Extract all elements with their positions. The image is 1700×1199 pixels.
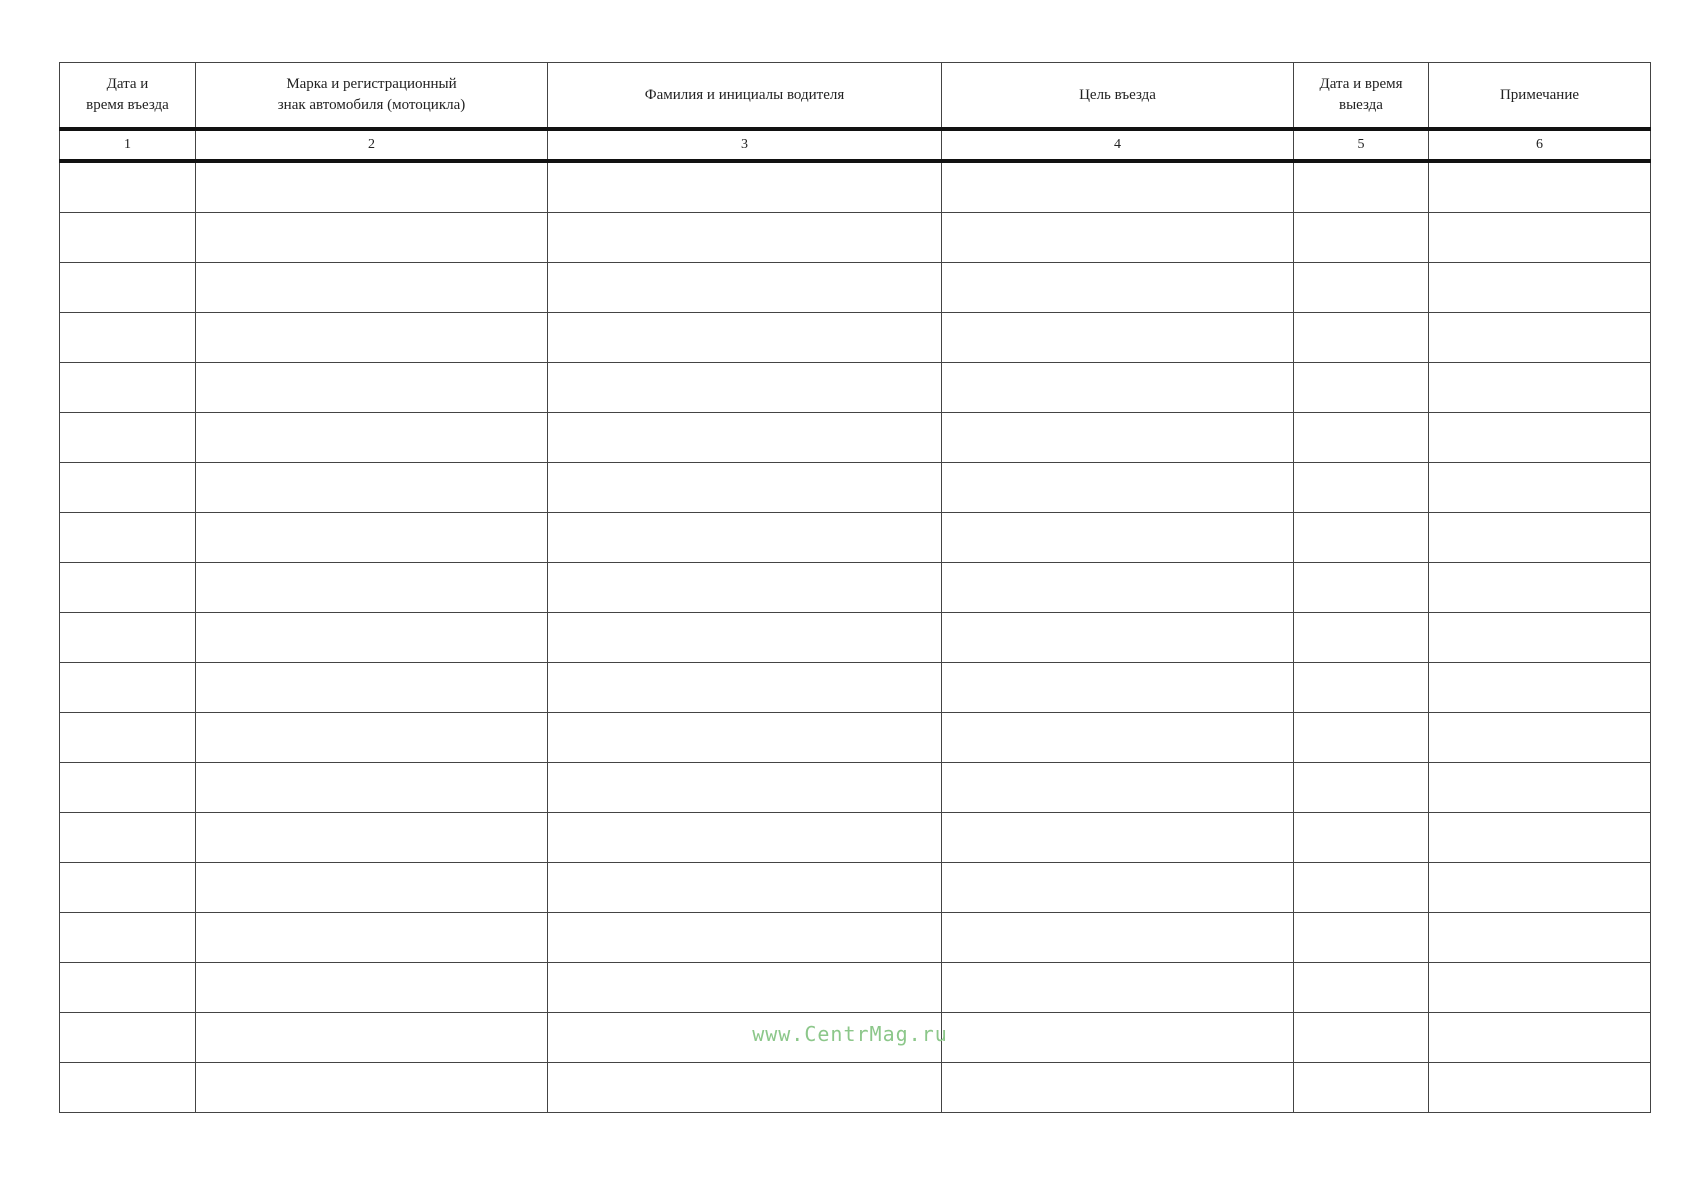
column-number: 2 xyxy=(196,129,548,161)
table-row xyxy=(60,813,1651,863)
table-cell xyxy=(1294,763,1429,813)
table-row xyxy=(60,913,1651,963)
table-cell xyxy=(1294,563,1429,613)
table-row xyxy=(60,763,1651,813)
table-cell xyxy=(1294,1063,1429,1113)
table-cell xyxy=(60,613,196,663)
table-cell xyxy=(60,963,196,1013)
table-cell xyxy=(942,363,1294,413)
table-cell xyxy=(942,963,1294,1013)
table-cell xyxy=(942,413,1294,463)
table-cell xyxy=(1429,913,1651,963)
table-row xyxy=(60,513,1651,563)
table-cell xyxy=(196,463,548,513)
table-cell xyxy=(942,563,1294,613)
table-cell xyxy=(196,863,548,913)
table-cell xyxy=(548,763,942,813)
table-row xyxy=(60,863,1651,913)
table-cell xyxy=(196,913,548,963)
table-cell xyxy=(548,213,942,263)
table-cell xyxy=(60,913,196,963)
table-cell xyxy=(60,213,196,263)
table-cell xyxy=(548,463,942,513)
table-cell xyxy=(1294,713,1429,763)
table-cell xyxy=(1294,363,1429,413)
table-cell xyxy=(1294,263,1429,313)
table-cell xyxy=(1294,913,1429,963)
header-driver-name: Фамилия и инициалы водителя xyxy=(548,63,942,130)
table-cell xyxy=(942,863,1294,913)
table-cell xyxy=(1294,313,1429,363)
table-cell xyxy=(60,463,196,513)
header-entry-datetime: Дата и время въезда xyxy=(60,63,196,130)
table-cell xyxy=(1429,363,1651,413)
header-vehicle-make-plate: Марка и регистрационный знак автомобиля (мотоцикла) xyxy=(196,63,548,130)
table-row xyxy=(60,963,1651,1013)
table-cell xyxy=(1429,713,1651,763)
table-cell xyxy=(548,313,942,363)
column-number: 4 xyxy=(942,129,1294,161)
table-cell xyxy=(1429,161,1651,213)
table-cell xyxy=(1294,161,1429,213)
table-cell xyxy=(60,863,196,913)
table-cell xyxy=(1429,813,1651,863)
table-cell xyxy=(548,613,942,663)
table-cell xyxy=(196,663,548,713)
table-cell xyxy=(60,563,196,613)
log-body xyxy=(60,161,1651,1113)
table-cell xyxy=(548,813,942,863)
table-cell xyxy=(1429,313,1651,363)
table-cell xyxy=(60,763,196,813)
table-cell xyxy=(1429,613,1651,663)
table-cell xyxy=(548,963,942,1013)
table-cell xyxy=(548,363,942,413)
table-cell xyxy=(60,1063,196,1113)
table-cell xyxy=(1429,963,1651,1013)
column-number: 5 xyxy=(1294,129,1429,161)
table-cell xyxy=(1429,563,1651,613)
table-cell xyxy=(1294,513,1429,563)
table-cell xyxy=(60,713,196,763)
table-cell xyxy=(196,213,548,263)
table-cell xyxy=(60,513,196,563)
table-cell xyxy=(196,1063,548,1113)
header-row xyxy=(60,63,1651,130)
table-cell xyxy=(1294,663,1429,713)
table-cell xyxy=(1429,413,1651,463)
table-cell xyxy=(548,563,942,613)
table-row xyxy=(60,1063,1651,1113)
table-cell xyxy=(1429,1063,1651,1113)
table-cell xyxy=(548,663,942,713)
table-cell xyxy=(196,763,548,813)
table-cell xyxy=(1429,463,1651,513)
table-row xyxy=(60,363,1651,413)
table-cell xyxy=(60,663,196,713)
table-cell xyxy=(1294,963,1429,1013)
table-cell xyxy=(548,513,942,563)
table-cell xyxy=(1294,813,1429,863)
table-cell xyxy=(548,863,942,913)
table-row xyxy=(60,663,1651,713)
table-cell xyxy=(1294,863,1429,913)
column-number: 3 xyxy=(548,129,942,161)
vehicle-entry-log-table xyxy=(59,62,1651,1113)
table-cell xyxy=(1429,663,1651,713)
table-cell xyxy=(196,963,548,1013)
table-cell xyxy=(942,313,1294,363)
table-cell xyxy=(196,513,548,563)
table-cell xyxy=(548,913,942,963)
table-cell xyxy=(196,313,548,363)
table-cell xyxy=(1294,213,1429,263)
table-cell xyxy=(60,813,196,863)
table-cell xyxy=(1429,863,1651,913)
table-cell xyxy=(60,161,196,213)
table-cell xyxy=(548,1063,942,1113)
header-exit-datetime: Дата и время выезда xyxy=(1294,63,1429,130)
table-cell xyxy=(548,713,942,763)
table-row xyxy=(60,463,1651,513)
table-cell xyxy=(196,613,548,663)
table-cell xyxy=(1429,513,1651,563)
table-row xyxy=(60,161,1651,213)
column-number-row xyxy=(60,129,1651,161)
table-cell xyxy=(196,813,548,863)
table-cell xyxy=(196,563,548,613)
table-cell xyxy=(942,613,1294,663)
table-cell xyxy=(942,161,1294,213)
table-cell xyxy=(60,313,196,363)
header-note: Примечание xyxy=(1429,63,1651,130)
table-cell xyxy=(196,713,548,763)
table-cell xyxy=(196,413,548,463)
table-row xyxy=(60,263,1651,313)
table-row xyxy=(60,713,1651,763)
table-row xyxy=(60,563,1651,613)
table-row xyxy=(60,613,1651,663)
column-number: 6 xyxy=(1429,129,1651,161)
table-row xyxy=(60,213,1651,263)
table-cell xyxy=(196,363,548,413)
table-cell xyxy=(942,813,1294,863)
table-cell xyxy=(1429,763,1651,813)
table-cell xyxy=(548,161,942,213)
watermark: www.CentrMag.ru xyxy=(752,1022,948,1046)
table-cell xyxy=(942,1063,1294,1113)
entry-log-form xyxy=(59,62,1650,1113)
table-cell xyxy=(548,263,942,313)
header-entry-purpose: Цель въезда xyxy=(942,63,1294,130)
table-cell xyxy=(1294,613,1429,663)
table-cell xyxy=(196,161,548,213)
table-cell xyxy=(942,263,1294,313)
table-cell xyxy=(942,463,1294,513)
table-cell xyxy=(942,513,1294,563)
table-cell xyxy=(1429,213,1651,263)
table-cell xyxy=(196,263,548,313)
table-cell xyxy=(942,663,1294,713)
table-cell xyxy=(548,413,942,463)
table-cell xyxy=(942,213,1294,263)
table-cell xyxy=(942,763,1294,813)
table-cell xyxy=(942,713,1294,763)
table-cell xyxy=(1294,413,1429,463)
table-cell xyxy=(60,413,196,463)
column-number: 1 xyxy=(60,129,196,161)
table-cell xyxy=(60,263,196,313)
table-row xyxy=(60,313,1651,363)
table-cell xyxy=(1429,263,1651,313)
table-cell xyxy=(1294,463,1429,513)
table-cell xyxy=(942,913,1294,963)
table-cell xyxy=(60,363,196,413)
table-row xyxy=(60,413,1651,463)
